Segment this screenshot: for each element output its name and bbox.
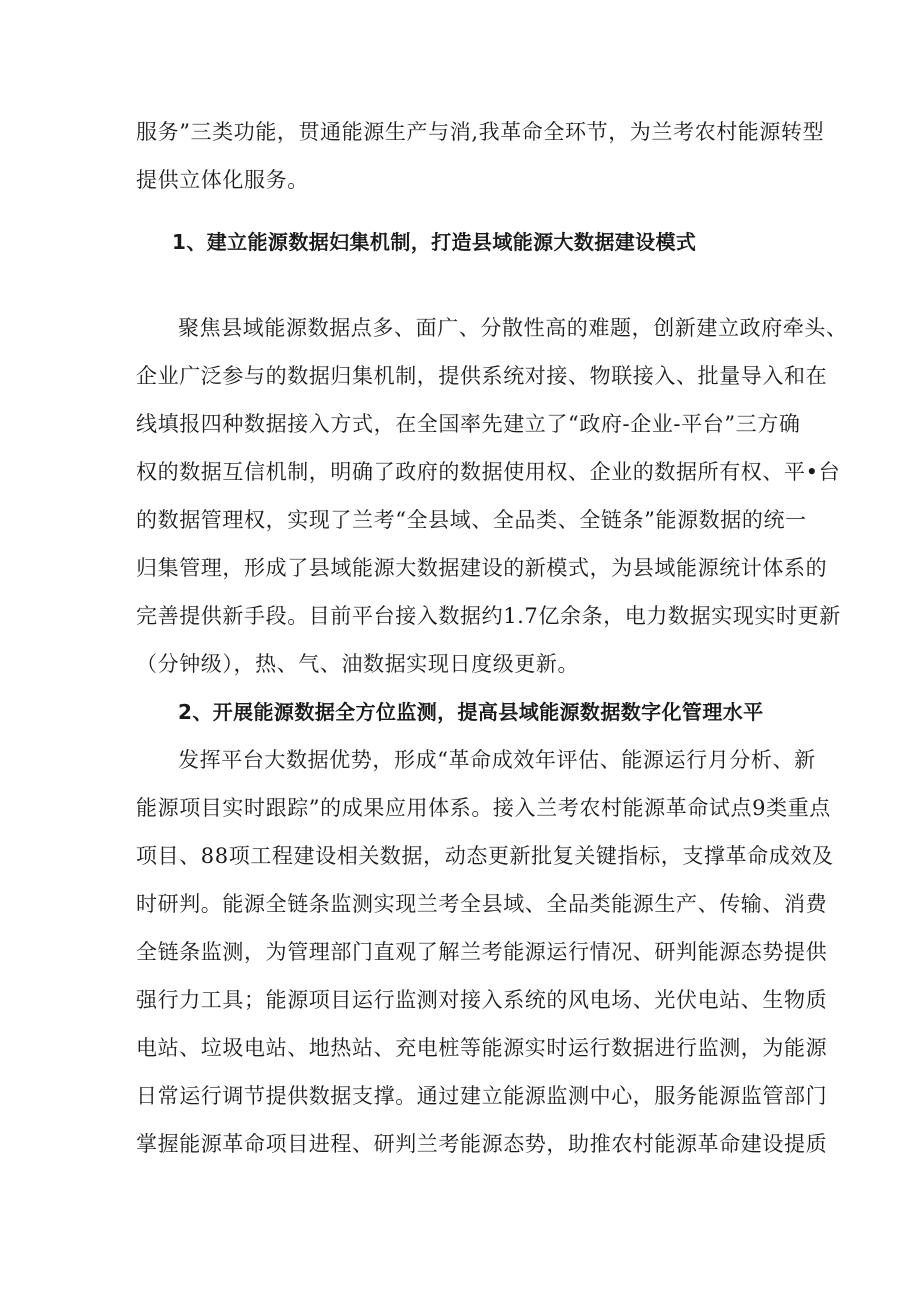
paragraph-line: 的数据管理权，实现了兰考“全县域、全品类、全链条”能源数据的统一 <box>136 508 807 532</box>
paragraph-line: 发挥平台大数据优势，形成“革命成效年评估、能源运行月分析、新 <box>178 748 816 772</box>
paragraph-line: 掌握能源革命项目进程、研判兰考能源态势，助推农村能源革命建设提质 <box>136 1132 828 1156</box>
section-heading-1: 1、建立能源数据妇集机制，打造县域能源大数据建设模式 <box>172 230 697 254</box>
paragraph-line: 项目、88项工程建设相关数据，动态更新批复关键指标，支撑革命成效及 <box>136 844 834 868</box>
intro-line: 提供立体化服务。 <box>136 168 309 192</box>
paragraph-line: 企业广泛参与的数据归集机制，提供系统对接、物联接入、批量导入和在 <box>136 364 828 388</box>
paragraph-line: 权的数据互信机制，明确了政府的数据使用权、企业的数据所有权、平•台 <box>136 460 841 484</box>
paragraph-line: 完善提供新手段。目前平台接入数据约1.7亿余条，电力数据实现实时更新 <box>136 604 841 628</box>
paragraph-line: 线填报四种数据接入方式，在全国率先建立了“政府-企业-平台”三方确 <box>136 412 801 436</box>
paragraph-line: 归集管理，形成了县域能源大数据建设的新模式，为县域能源统计体系的 <box>136 556 828 580</box>
paragraph-line: （分钟级），热、气、油数据实现日度级更新。 <box>136 652 580 676</box>
paragraph-line: 聚焦县域能源数据点多、面广、分散性高的难题，创新建立政府牵头、 <box>178 316 848 340</box>
paragraph-line: 能源项目实时跟踪”的成果应用体系。接入兰考农村能源革命试点9类重点 <box>136 796 831 820</box>
paragraph-line: 强行力工具；能源项目运行监测对接入系统的风电场、光伏电站、生物质 <box>136 988 828 1012</box>
paragraph-line: 电站、垃圾电站、地热站、充电桩等能源实时运行数据进行监测，为能源 <box>136 1036 828 1060</box>
paragraph-line: 日常运行调节提供数据支撑。通过建立能源监测中心，服务能源监管部门 <box>136 1084 828 1108</box>
intro-line: 服务”三类功能，贯通能源生产与消,我革命全环节，为兰考农村能源转型 <box>136 120 825 144</box>
section-heading-2: 2、开展能源数据全方位监测，提高县域能源数据数字化管理水平 <box>178 700 764 724</box>
paragraph-line: 全链条监测，为管理部门直观了解兰考能源运行情况、研判能源态势提供 <box>136 940 828 964</box>
paragraph-line: 时研判。能源全链条监测实现兰考全县域、全品类能源生产、传输、消费 <box>136 892 828 916</box>
